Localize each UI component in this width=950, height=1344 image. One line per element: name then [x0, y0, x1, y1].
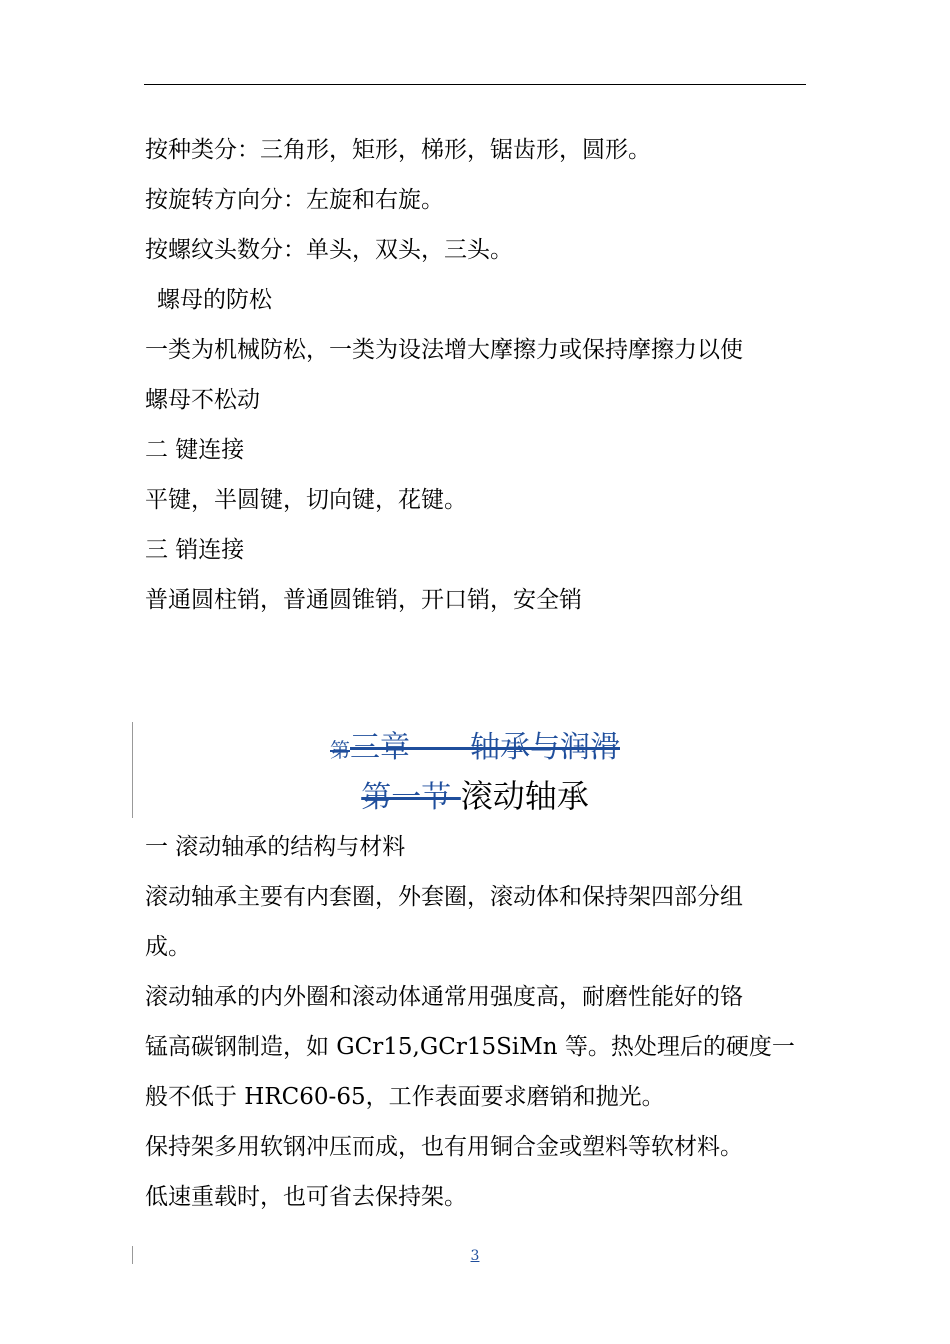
section-deleted-text: 第一节: [361, 780, 461, 815]
text-line: 保持架多用软钢冲压而成，也有用铜合金或塑料等软材料。: [145, 1134, 743, 1160]
section-heading: [0, 774, 950, 824]
chapter-heading: [0, 728, 950, 772]
text-line: 低速重载时，也可省去保持架。: [145, 1184, 467, 1210]
page-number[interactable]: 3: [470, 1248, 480, 1264]
text-line: 平键，半圆键，切向键，花键。: [145, 487, 467, 513]
text-line: 滚动轴承的内外圈和滚动体通常用强度高，耐磨性能好的铬: [145, 984, 743, 1010]
chapter-prefix: 第: [330, 738, 350, 762]
text-line: 一 滚动轴承的结构与材料: [145, 834, 406, 860]
text-line: 螺母的防松: [157, 287, 272, 313]
text-line: 滚动轴承主要有内套圈，外套圈，滚动体和保持架四部分组: [145, 884, 743, 910]
text-line: 般不低于 HRC60-65，工作表面要求磨销和抛光。: [145, 1084, 665, 1110]
text-line: 螺母不松动: [145, 387, 260, 413]
section-title: 滚动轴承: [460, 777, 589, 815]
text-line: 按螺纹头数分：单头，双头，三头。: [145, 237, 513, 263]
text-line: 按旋转方向分：左旋和右旋。: [145, 187, 444, 213]
text-line: 按种类分：三角形，矩形，梯形，锯齿形，圆形。: [145, 137, 651, 163]
text-line: 成。: [145, 934, 191, 960]
chapter-title: 三章——轴承与润滑: [350, 730, 620, 765]
header-rule: [144, 84, 806, 85]
text-line: 二 键连接: [145, 437, 245, 463]
text-line: 一类为机械防松，一类为设法增大摩擦力或保持摩擦力以使: [145, 337, 743, 363]
text-line: 三 销连接: [145, 537, 245, 563]
text-line: 普通圆柱销，普通圆锥销，开口销，安全销: [145, 587, 582, 613]
text-line: 锰高碳钢制造，如 GCr15,GCr15SiMn 等。热处理后的硬度一: [145, 1034, 795, 1060]
